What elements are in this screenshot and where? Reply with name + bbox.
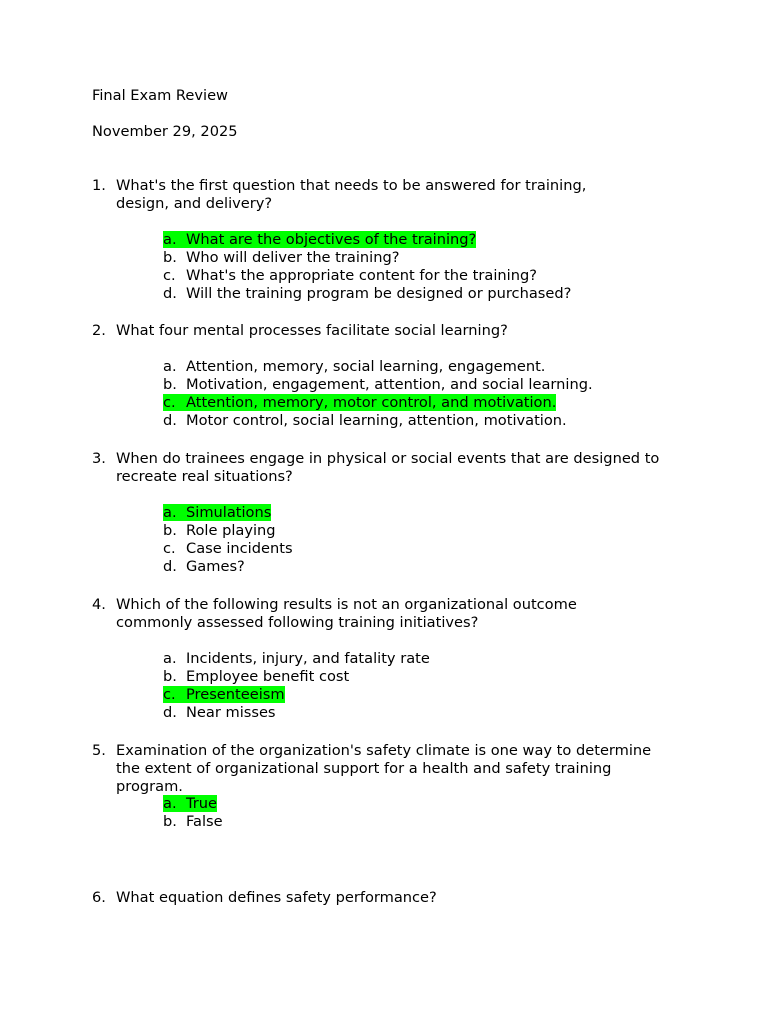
option-text: False xyxy=(186,813,223,830)
option-a xyxy=(163,358,545,376)
option-b xyxy=(163,522,276,540)
option-letter: c. xyxy=(163,267,176,284)
answer-highlight xyxy=(163,686,285,703)
option-letter: a. xyxy=(163,504,177,521)
option-a xyxy=(163,650,430,668)
option-d xyxy=(163,285,571,303)
option-letter: c. xyxy=(163,686,176,703)
option-letter: a. xyxy=(163,650,177,667)
option-text: Presenteeism xyxy=(186,686,285,703)
question-number: 1. xyxy=(92,177,106,194)
option-b xyxy=(163,376,593,394)
question-number: 3. xyxy=(92,450,106,467)
option-c xyxy=(163,267,537,285)
question-number: 5. xyxy=(92,742,106,759)
option-text: Attention, memory, motor control, and motivation. xyxy=(186,394,557,411)
option-b xyxy=(163,813,223,831)
question-number: 2. xyxy=(92,322,106,339)
option-letter: b. xyxy=(163,813,177,830)
option-letter: d. xyxy=(163,412,177,429)
option-letter: b. xyxy=(163,668,177,685)
option-text: Will the training program be designed or purchased? xyxy=(186,285,572,302)
option-letter: d. xyxy=(163,704,177,721)
option-a xyxy=(163,795,217,813)
option-text: Role playing xyxy=(186,522,276,539)
option-letter: b. xyxy=(163,249,177,266)
option-letter: a. xyxy=(163,231,177,248)
option-letter: a. xyxy=(163,358,177,375)
option-b xyxy=(163,249,399,267)
option-letter: b. xyxy=(163,376,177,393)
option-text: Attention, memory, social learning, engagement. xyxy=(186,358,546,375)
option-text: Who will deliver the training? xyxy=(186,249,400,266)
document-title: Final Exam Review xyxy=(92,87,228,104)
answer-highlight xyxy=(163,504,271,521)
question-text: What four mental processes facilitate social learning? xyxy=(116,322,508,339)
option-letter: d. xyxy=(163,285,177,302)
question-number: 4. xyxy=(92,596,106,613)
option-c xyxy=(163,540,293,558)
question-text: When do trainees engage in physical or social events that are designed to recreate real situations? xyxy=(116,450,660,485)
option-letter: c. xyxy=(163,540,176,557)
option-text: What's the appropriate content for the training? xyxy=(186,267,537,284)
option-letter: a. xyxy=(163,795,177,812)
option-text: Motivation, engagement, attention, and social learning. xyxy=(186,376,593,393)
question-text: Which of the following results is not an organizational outcome commonly assessed following training initiatives? xyxy=(116,596,577,631)
option-c xyxy=(163,686,285,704)
question-text: What's the first question that needs to be answered for training, design, and delivery? xyxy=(116,177,587,212)
option-letter: c. xyxy=(163,394,176,411)
answer-highlight xyxy=(163,231,476,248)
question-text: What equation defines safety performance? xyxy=(116,889,437,906)
option-d xyxy=(163,412,567,430)
option-text: Case incidents xyxy=(186,540,293,557)
option-text: True xyxy=(186,795,217,812)
option-letter: b. xyxy=(163,522,177,539)
option-d xyxy=(163,704,276,722)
answer-highlight xyxy=(163,795,217,812)
question-number: 6. xyxy=(92,889,106,906)
option-a xyxy=(163,504,271,522)
option-text: What are the objectives of the training? xyxy=(186,231,477,248)
option-text: Motor control, social learning, attention, motivation. xyxy=(186,412,567,429)
option-c xyxy=(163,394,556,412)
option-b xyxy=(163,668,349,686)
option-a xyxy=(163,231,476,249)
option-text: Incidents, injury, and fatality rate xyxy=(186,650,430,667)
option-text: Near misses xyxy=(186,704,276,721)
answer-highlight xyxy=(163,394,556,411)
option-d xyxy=(163,558,245,576)
option-text: Games? xyxy=(186,558,245,575)
document-date: November 29, 2025 xyxy=(92,123,238,140)
option-letter: d. xyxy=(163,558,177,575)
question-text: Examination of the organization's safety climate is one way to determine the extent of organizational support for a health and safety training program. xyxy=(116,742,652,795)
option-text: Employee benefit cost xyxy=(186,668,350,685)
option-text: Simulations xyxy=(186,504,272,521)
